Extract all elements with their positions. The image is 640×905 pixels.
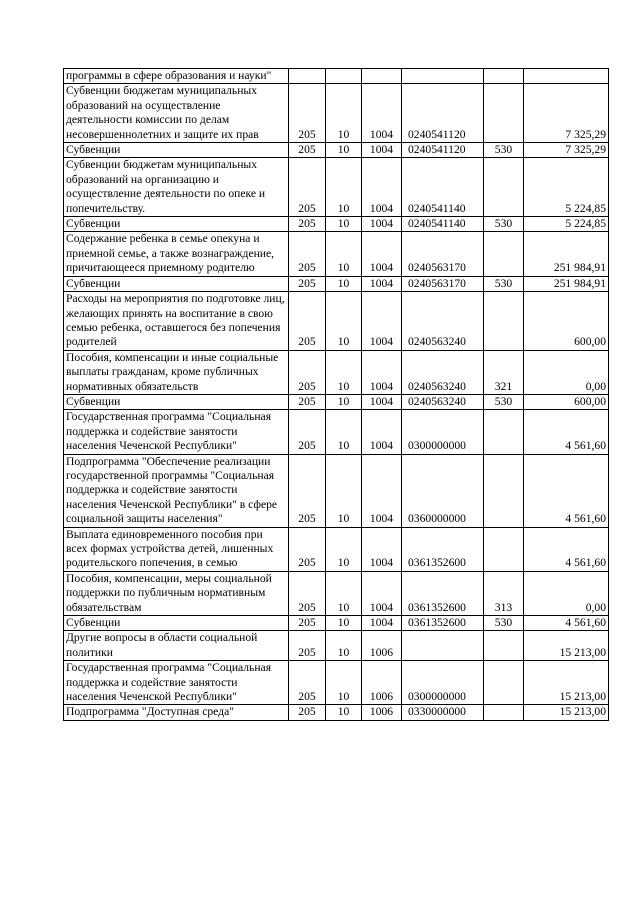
cell-name: Содержание ребенка в семье опекуна и приемной семье, а также вознаграждение, причитающееся приемному родителю [64,232,289,276]
cell-subsection-code: 1004 [362,410,402,454]
cell-name: Подпрограмма "Доступная среда" [64,705,289,720]
cell-name: Субвенции бюджетам муниципальных образований на осуществление деятельности комиссии по делам несовершеннолетних и защите их прав [64,84,289,143]
cell-subsection-code: 1006 [362,705,402,720]
cell-section-code: 10 [326,410,362,454]
cell-name: Пособия, компенсации, меры социальной поддержки по публичным нормативным обязательствам [64,571,289,615]
cell-section-code: 10 [326,276,362,291]
cell-amount: 0,00 [524,571,609,615]
cell-expense-type [484,661,524,705]
cell-ved-code: 205 [289,350,326,394]
cell-ved-code: 205 [289,631,326,661]
cell-section-code: 10 [326,571,362,615]
table-row [64,217,609,232]
cell-name: Субвенции [64,394,289,409]
cell-target-article: 0240563170 [402,276,484,291]
cell-section-code: 10 [326,527,362,571]
cell-section-code: 10 [326,454,362,527]
cell-amount: 4 561,60 [524,410,609,454]
cell-expense-type [484,705,524,720]
cell-name: Другие вопросы в области социальной политики [64,631,289,661]
cell-amount: 0,00 [524,350,609,394]
table-row [64,232,609,276]
cell-expense-type: 530 [484,394,524,409]
cell-name: Субвенции [64,217,289,232]
cell-section-code: 10 [326,631,362,661]
table-row [64,84,609,143]
cell-expense-type: 321 [484,350,524,394]
cell-expense-type: 530 [484,616,524,631]
cell-subsection-code: 1004 [362,292,402,351]
cell-expense-type [484,292,524,351]
cell-subsection-code: 1004 [362,454,402,527]
cell-section-code: 10 [326,292,362,351]
cell-name: Пособия, компенсации и иные социальные выплаты гражданам, кроме публичных нормативных обязательств [64,350,289,394]
table-row [64,616,609,631]
table-row [64,69,609,84]
cell-subsection-code: 1004 [362,143,402,158]
cell-amount: 251 984,91 [524,232,609,276]
cell-ved-code [289,69,326,84]
table-row [64,571,609,615]
cell-amount: 7 325,29 [524,84,609,143]
table-row [64,143,609,158]
cell-target-article: 0240563170 [402,232,484,276]
table-row [64,394,609,409]
table-row [64,292,609,351]
cell-target-article: 0361352600 [402,616,484,631]
cell-subsection-code: 1004 [362,394,402,409]
table-row [64,527,609,571]
cell-name: Субвенции [64,616,289,631]
cell-ved-code: 205 [289,158,326,217]
cell-subsection-code: 1006 [362,661,402,705]
cell-amount: 15 213,00 [524,705,609,720]
cell-target-article: 0361352600 [402,571,484,615]
cell-section-code: 10 [326,661,362,705]
cell-section-code: 10 [326,217,362,232]
cell-subsection-code: 1004 [362,232,402,276]
cell-amount: 600,00 [524,394,609,409]
cell-name: Расходы на мероприятия по подготовке лиц, желающих принять на воспитание в свою семью ребенка, оставшегося без попечения родителей [64,292,289,351]
cell-ved-code: 205 [289,394,326,409]
cell-name: программы в сфере образования и науки" [64,69,289,84]
cell-section-code: 10 [326,232,362,276]
cell-expense-type [484,631,524,661]
cell-target-article: 0240541120 [402,143,484,158]
cell-target-article: 0240541120 [402,84,484,143]
cell-subsection-code [362,69,402,84]
cell-expense-type [484,69,524,84]
cell-ved-code: 205 [289,454,326,527]
cell-expense-type: 530 [484,276,524,291]
cell-amount: 4 561,60 [524,616,609,631]
cell-name: Подпрограмма "Обеспечение реализации государственной программы "Социальная поддержка и содействие занятости населения Чеченской Республики" в сфере социальной защиты населения" [64,454,289,527]
cell-target-article: 0240563240 [402,394,484,409]
cell-target-article: 0240563240 [402,350,484,394]
cell-target-article: 0240541140 [402,158,484,217]
cell-section-code: 10 [326,84,362,143]
cell-subsection-code: 1004 [362,84,402,143]
cell-target-article [402,69,484,84]
cell-amount: 4 561,60 [524,454,609,527]
cell-ved-code: 205 [289,571,326,615]
cell-target-article: 0300000000 [402,410,484,454]
cell-expense-type [484,410,524,454]
cell-section-code: 10 [326,158,362,217]
cell-subsection-code: 1004 [362,616,402,631]
cell-amount: 15 213,00 [524,661,609,705]
cell-expense-type: 530 [484,143,524,158]
table-body [64,69,609,721]
cell-target-article: 0240541140 [402,217,484,232]
cell-ved-code: 205 [289,410,326,454]
table-row [64,661,609,705]
cell-ved-code: 205 [289,616,326,631]
cell-expense-type [484,454,524,527]
cell-name: Субвенции бюджетам муниципальных образований на организацию и осуществление деятельности по опеке и попечительству. [64,158,289,217]
cell-ved-code: 205 [289,84,326,143]
cell-ved-code: 205 [289,276,326,291]
cell-section-code: 10 [326,350,362,394]
cell-amount: 15 213,00 [524,631,609,661]
cell-amount: 4 561,60 [524,527,609,571]
cell-expense-type [484,232,524,276]
table-row [64,276,609,291]
cell-target-article: 0360000000 [402,454,484,527]
cell-expense-type [484,527,524,571]
table-row [64,410,609,454]
cell-expense-type: 530 [484,217,524,232]
cell-amount: 600,00 [524,292,609,351]
cell-expense-type: 313 [484,571,524,615]
cell-section-code: 10 [326,143,362,158]
cell-subsection-code: 1004 [362,527,402,571]
cell-section-code: 10 [326,616,362,631]
cell-section-code: 10 [326,394,362,409]
cell-amount [524,69,609,84]
cell-name: Субвенции [64,143,289,158]
cell-amount: 251 984,91 [524,276,609,291]
cell-ved-code: 205 [289,292,326,351]
cell-expense-type [484,158,524,217]
cell-subsection-code: 1004 [362,217,402,232]
cell-target-article [402,631,484,661]
table-row [64,158,609,217]
cell-ved-code: 205 [289,232,326,276]
table-row [64,454,609,527]
cell-ved-code: 205 [289,705,326,720]
cell-target-article: 0240563240 [402,292,484,351]
cell-target-article: 0361352600 [402,527,484,571]
cell-amount: 5 224,85 [524,217,609,232]
cell-section-code [326,69,362,84]
budget-table [63,68,609,721]
cell-name: Государственная программа "Социальная поддержка и содействие занятости населения Чеченской Республики" [64,410,289,454]
cell-name: Субвенции [64,276,289,291]
cell-ved-code: 205 [289,217,326,232]
cell-ved-code: 205 [289,143,326,158]
cell-section-code: 10 [326,705,362,720]
cell-subsection-code: 1004 [362,350,402,394]
cell-subsection-code: 1004 [362,276,402,291]
cell-expense-type [484,84,524,143]
table-row [64,350,609,394]
cell-ved-code: 205 [289,527,326,571]
cell-target-article: 0300000000 [402,661,484,705]
cell-ved-code: 205 [289,661,326,705]
cell-subsection-code: 1004 [362,571,402,615]
cell-amount: 5 224,85 [524,158,609,217]
table-row [64,705,609,720]
table-row [64,631,609,661]
cell-target-article: 0330000000 [402,705,484,720]
cell-subsection-code: 1006 [362,631,402,661]
cell-subsection-code: 1004 [362,158,402,217]
cell-name: Государственная программа "Социальная поддержка и содействие занятости населения Чеченской Республики" [64,661,289,705]
cell-amount: 7 325,29 [524,143,609,158]
cell-name: Выплата единовременного пособия при всех формах устройства детей, лишенных родительского попечения, в семью [64,527,289,571]
